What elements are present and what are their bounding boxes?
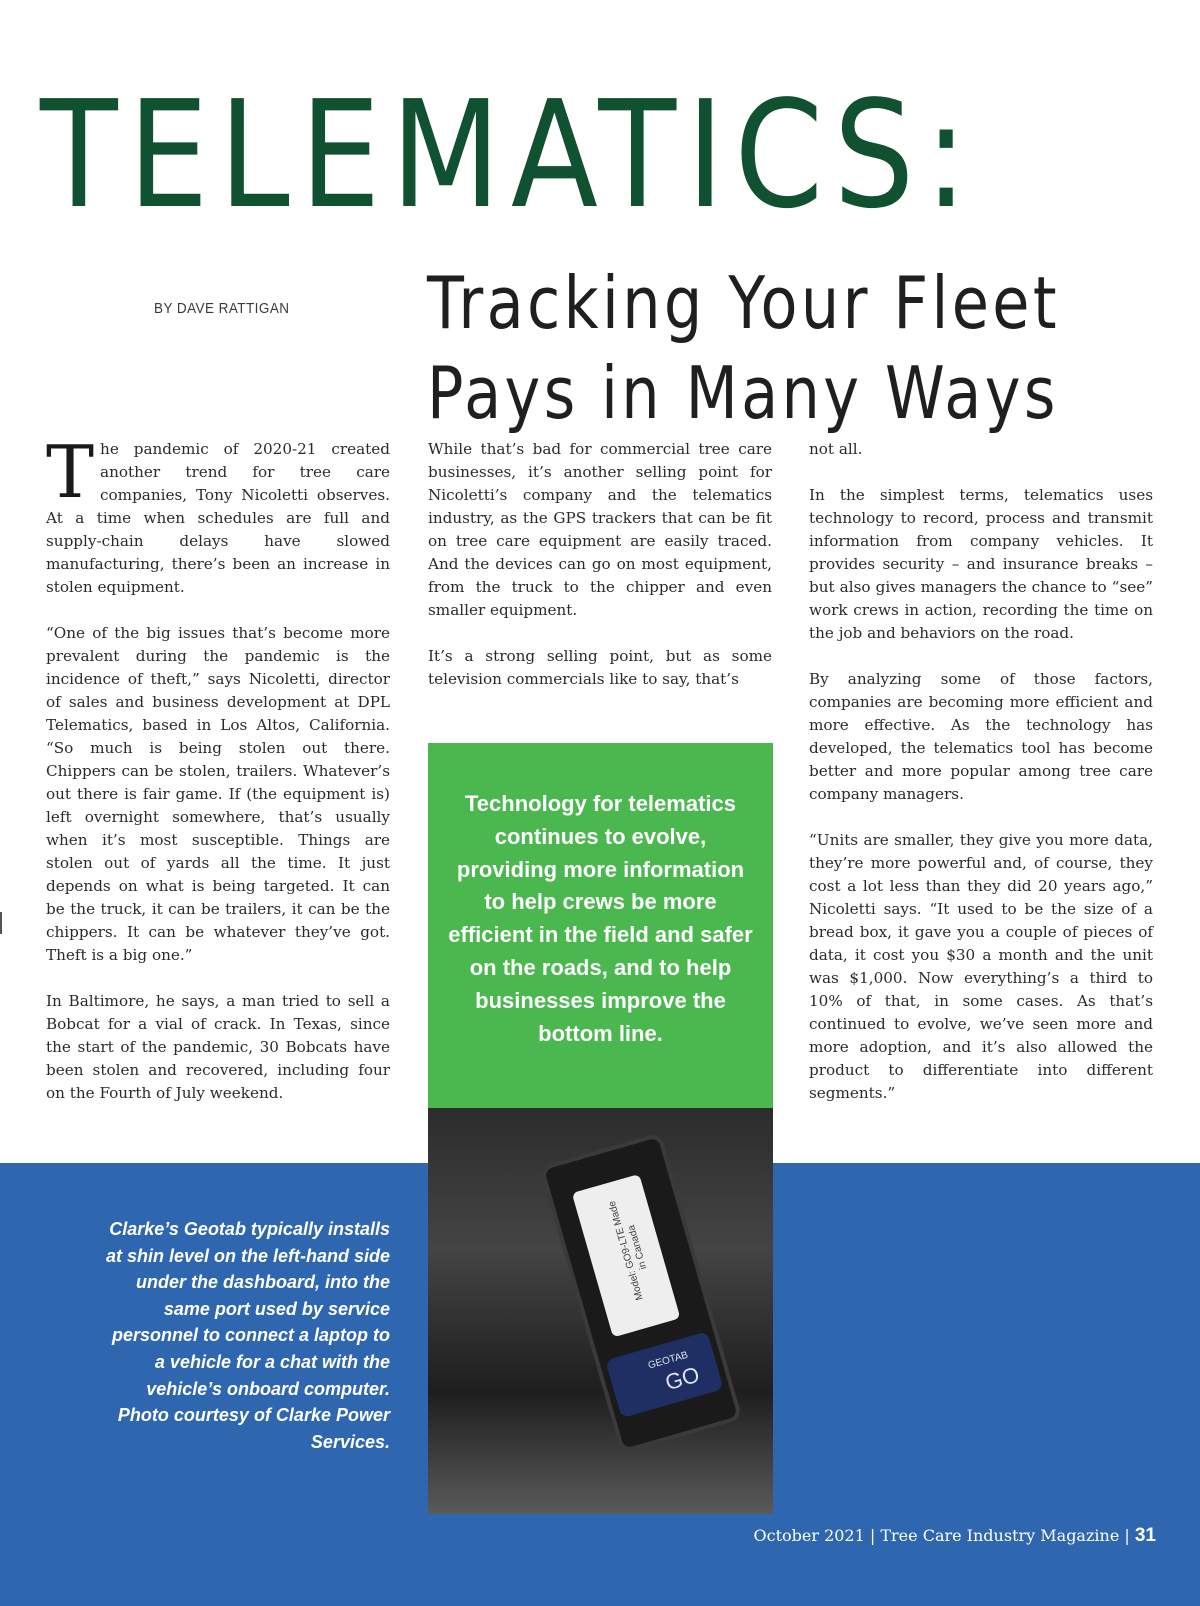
paragraph: By analyzing some of those factors, companies are becoming more efficient and more effective. As the technology has developed, the telematics tool has become better and more popular among tree care company managers. [809,670,1153,803]
paragraph: “One of the big issues that’s become more prevalent during the pandemic is the incidence of theft,” says Nicoletti, director of sales and business development at DPL Telematics, based in Los Altos, California. “So much is being stolen out there. Chippers can be stolen, trailers. Whatever’s out there is fair game. If (the equipment is) left overnight somewhere, that’s usually when it’s most susceptible. Things are stolen out of yards all the time. It just depends on what is being targeted. It can be the truck, it can be trailers, it can be the chippers. It can be whatever they’ve got. Theft is a big one.” [46,624,390,964]
footer-text: October 2021 | Tree Care Industry Magazine | [753,1526,1130,1545]
device-brand-text: GEOTAB [646,1349,690,1372]
article-column-2 [428,438,772,714]
device-logo-text: GO [662,1361,703,1396]
article-subtitle: Tracking Your Fleet Pays in Many Ways [427,261,1060,435]
edge-mark [0,912,2,934]
paragraph: While that’s bad for commercial tree care businesses, it’s another selling point for Nicoletti’s company and the telematics industry, as the GPS trackers that can be fit on tree care equipment are easily traced. And the devices can go on most equipment, from the truck to the chipper and even smaller equipment. [428,440,772,619]
geotab-device-photo [428,1108,773,1514]
page-footer [753,1525,1156,1547]
drop-cap: T [46,430,95,514]
article-column-3 [809,438,1153,1128]
device-badge [605,1331,723,1418]
article-column-1 [46,430,390,1128]
pull-quote: Technology for telematics continues to evolve, providing more information to help crews be more efficient in the field and safer on the roads, and to help businesses improve the bottom line. [448,791,753,1046]
article-title: TELEMATICS: [40,69,978,241]
device-label [572,1174,681,1337]
paragraph: “Units are smaller, they give you more data, they’re more powerful and, of course, they cost a lot less than they did 20 years ago,” Nicoletti says. “It used to be the size of a bread box, it gave you a couple of pieces of data, it cost you $30 a month and the unit was $1,000. Now everything’s a third to 10% of that, in some cases. As that’s continued to evolve, we’ve seen more and more adoption, and it’s also allowed the product to differentiate into different segments.” [809,831,1153,1102]
photo-caption: Clarke’s Geotab typically installs at shin level on the left-hand side under the dashboard, into the same port used by service personnel to connect a laptop to a vehicle for a chat with the vehicle’s onboard computer. Photo courtesy of Clarke Power Services. [105,1219,390,1452]
paragraph: The pandemic of 2020-21 created another trend for tree care companies, Tony Nicoletti observes. At a time when schedules are full and supply-chain delays have slowed manufacturing, there’s been an increase in stolen equipment. [46,430,390,596]
paragraph: In Baltimore, he says, a man tried to sell a Bobcat for a vial of crack. In Texas, since the start of the pandemic, 30 Bobcats have been stolen and recovered, including four on the Fourth of July weekend. [46,992,390,1102]
device-label-text: Model: GO9-LTE Made in Canada [606,1199,650,1302]
geotab-device [539,1132,742,1453]
byline: BY DAVE RATTIGAN [154,300,290,317]
page-number: 31 [1134,1525,1156,1546]
paragraph: It’s a strong selling point, but as some television commercials like to say, that’s [428,647,772,688]
paragraph: In the simplest terms, telematics uses technology to record, process and transmit information from company vehicles. It provides security – and insurance breaks – but also gives managers the chance to “see” work crews in action, recording the time on the job and behaviors on the road. [809,486,1153,642]
paragraph: not all. [809,440,863,458]
